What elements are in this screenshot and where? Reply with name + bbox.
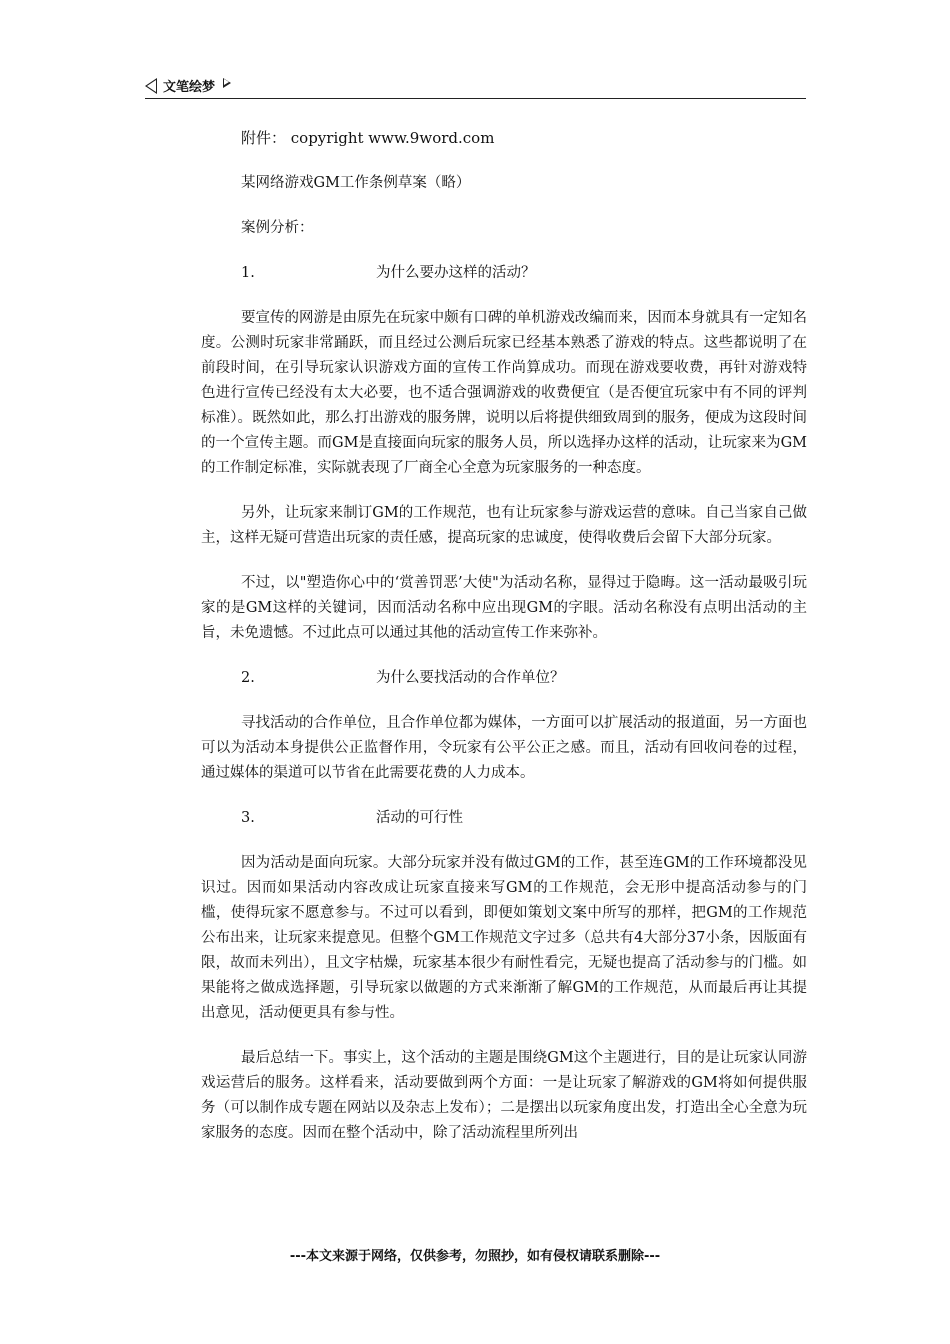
section-number: 3. xyxy=(241,810,255,826)
section-number: 2. xyxy=(241,670,255,686)
section-number: 1. xyxy=(241,265,255,281)
section-title: 为什么要办这样的活动？ xyxy=(376,265,536,281)
section-heading xyxy=(201,261,807,286)
section-title: 活动的可行性 xyxy=(376,810,463,826)
footer-notice: ---本文来源于网络，仅供参考，勿照抄，如有侵权请联系删除--- xyxy=(289,1249,661,1264)
attachment-line: 附件： copyright www.9word.com xyxy=(241,129,495,147)
paragraph: 最后总结一下。事实上，这个活动的主题是围绕GM这个主题进行，目的是让玩家认同游戏运营后的服务。这样看来，活动要做到两个方面：一是让玩家了解游戏的GM将如何提供服务（可以制作成专题在网站以及杂志上发布）；二是摆出以玩家角度出发，打造出全心全意为玩家服务的态度。因而在整个活动中，除了活动流程里所列出 xyxy=(201,1050,807,1141)
paragraph: 另外，让玩家来制订GM的工作规范，也有让玩家参与游戏运营的意味。自己当家自己做主，这样无疑可营造出玩家的责任感，提高玩家的忠诚度，使得收费后会留下大部分玩家。 xyxy=(201,505,807,546)
document-body xyxy=(201,126,807,1166)
section-heading xyxy=(201,806,807,831)
brand-name: 文笔绘梦 xyxy=(163,80,216,95)
right-triangle-icon xyxy=(223,78,231,88)
paragraph: 寻找活动的合作单位，且合作单位都为媒体，一方面可以扩展活动的报道面，另一方面也可以为活动本身提供公正监督作用，令玩家有公平公正之感。而且，活动有回收问卷的过程，通过媒体的渠道可以节省在此需要花费的人力成本。 xyxy=(201,715,807,781)
document-title: 某网络游戏GM工作条例草案（略） xyxy=(241,175,471,191)
paragraph: 因为活动是面向玩家。大部分玩家并没有做过GM的工作，甚至连GM的工作环境都没见识过。因而如果活动内容改成让玩家直接来写GM的工作规范，会无形中提高活动参与的门槛，使得玩家不愿意参与。不过可以看到，即便如策划文案中所写的那样，把GM的工作规范公布出来，让玩家来提意见。但整个GM工作规范文字过多（总共有4大部分37小条，因版面有限，故而未列出），且文字枯燥，玩家基本很少有耐性看完，无疑也提高了活动参与的门槛。如果能将之做成选择题，引导玩家以做题的方式来渐渐了解GM的工作规范，从而最后再让其提出意见，活动便更具有参与性。 xyxy=(201,855,807,1021)
page-header xyxy=(145,74,806,99)
section-title: 为什么要找活动的合作单位？ xyxy=(376,670,565,686)
brand xyxy=(145,76,231,95)
section-heading xyxy=(201,666,807,691)
paragraph: 要宣传的网游是由原先在玩家中颇有口碑的单机游戏改编而来，因而本身就具有一定知名度。公测时玩家非常踊跃，而且经过公测后玩家已经基本熟悉了游戏的特点。这些都说明了在前段时间，在引导玩家认识游戏方面的宣传工作尚算成功。而现在游戏要收费，再针对游戏特色进行宣传已经没有太大必要，也不适合强调游戏的收费便宜（是否便宜玩家中有不同的评判标准）。既然如此，那么打出游戏的服务牌，说明以后将提供细致周到的服务，便成为这段时间的一个宣传主题。而GM是直接面向玩家的服务人员，所以选择办这样的活动，让玩家来为GM的工作制定标准，实际就表现了厂商全心全意为玩家服务的一种态度。 xyxy=(201,310,807,476)
paragraph: 不过，以"塑造你心中的‘赏善罚恶’大使"为活动名称，显得过于隐晦。这一活动最吸引玩家的是GM这样的关键词，因而活动名称中应出现GM的字眼。活动名称没有点明出活动的主旨，未免遗憾。不过此点可以通过其他的活动宣传工作来弥补。 xyxy=(201,575,807,641)
left-triangle-icon xyxy=(145,78,157,94)
analysis-label: 案例分析： xyxy=(241,220,314,236)
